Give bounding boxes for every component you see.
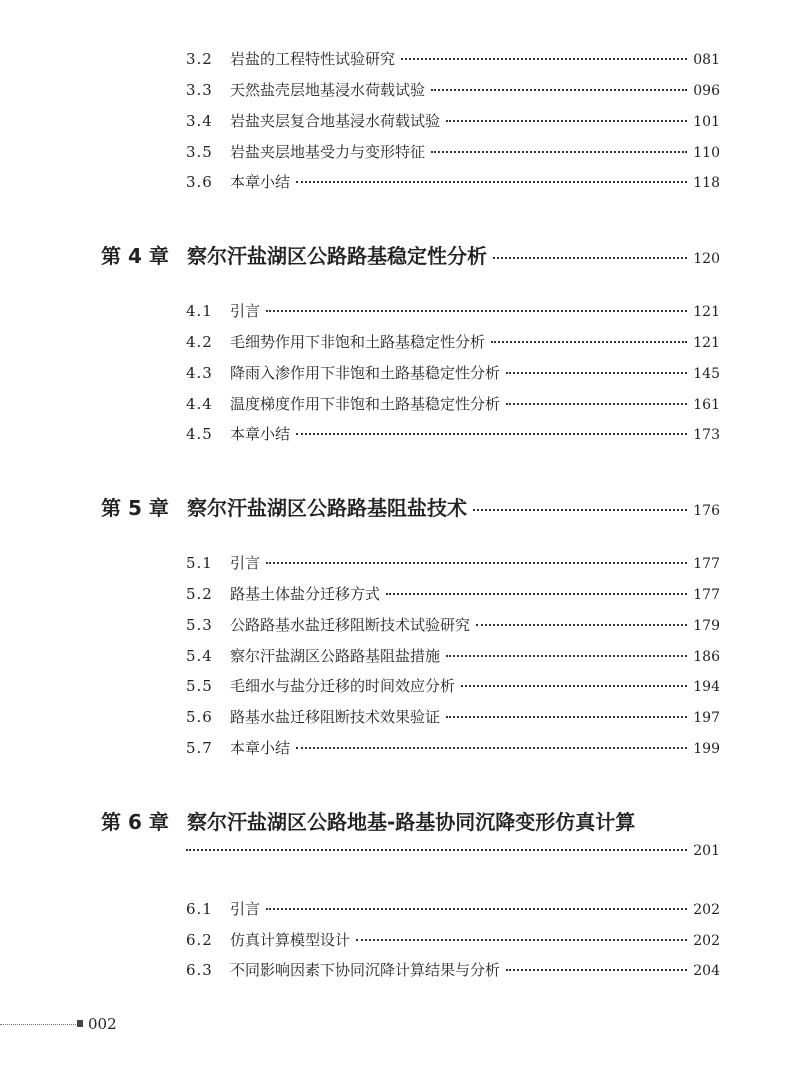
section-number: 3.4 [186, 112, 213, 130]
section-title: 降雨入渗作用下非饱和土路基稳定性分析 [230, 364, 501, 382]
section-number: 6.3 [186, 961, 213, 979]
section-title: 引言 [230, 302, 261, 320]
section-title: 温度梯度作用下非饱和土路基稳定性分析 [230, 395, 501, 413]
toc-entry-4-2[interactable] [186, 330, 720, 354]
section-number: 5.7 [186, 739, 213, 757]
dot-leader [506, 403, 687, 405]
toc-entry-6-1[interactable] [186, 897, 720, 921]
section-title: 岩盐的工程特性试验研究 [230, 50, 396, 68]
section-title: 本章小结 [230, 173, 291, 191]
page-number: 173 [693, 427, 720, 443]
section-title: 察尔汗盐湖区公路路基阻盐措施 [230, 647, 441, 665]
toc-entry-4-3[interactable] [186, 361, 720, 385]
toc-entry-3-5[interactable] [186, 140, 720, 164]
section-number: 4.4 [186, 395, 213, 413]
chapter-number: 第 4 章 [101, 244, 169, 268]
page-number: 121 [693, 335, 720, 351]
dot-leader [446, 655, 687, 657]
section-title: 路基土体盐分迁移方式 [230, 585, 381, 603]
toc-chapter-4[interactable] [101, 240, 720, 272]
dot-leader [446, 120, 687, 122]
toc-entry-3-2[interactable] [186, 47, 720, 71]
toc-entry-3-6[interactable] [186, 170, 720, 194]
dot-leader [296, 747, 687, 749]
section-number: 4.3 [186, 364, 213, 382]
dot-leader [296, 181, 687, 183]
section-title: 引言 [230, 900, 261, 918]
dot-leader [491, 341, 687, 343]
toc-entry-3-4[interactable] [186, 109, 720, 133]
page-number: 202 [693, 902, 720, 918]
dot-leader [401, 58, 687, 60]
section-title: 毛细水与盐分迁移的时间效应分析 [230, 677, 456, 695]
dot-leader [493, 257, 687, 259]
toc-entry-4-5[interactable] [186, 422, 720, 446]
page-folio: 002 [88, 1015, 117, 1033]
section-number: 3.2 [186, 50, 213, 68]
section-title: 引言 [230, 554, 261, 572]
page-number: 177 [693, 556, 720, 572]
square-bullet-icon [77, 1020, 83, 1027]
page-number: 186 [693, 649, 720, 665]
toc-entry-3-3[interactable] [186, 78, 720, 102]
dot-leader [266, 562, 687, 564]
page-number: 204 [693, 963, 720, 979]
page-number: 081 [693, 52, 720, 68]
chapter-title: 察尔汗盐湖区公路路基稳定性分析 [187, 244, 487, 268]
page-number: 194 [693, 679, 720, 695]
section-number: 3.6 [186, 173, 213, 191]
page-number: 101 [693, 114, 720, 130]
dot-leader [506, 969, 687, 971]
page-number: 197 [693, 710, 720, 726]
section-number: 4.1 [186, 302, 213, 320]
dot-leader [506, 372, 687, 374]
toc-entry-4-4[interactable] [186, 392, 720, 416]
section-title: 本章小结 [230, 425, 291, 443]
toc-entry-5-7[interactable] [186, 736, 720, 760]
toc-entry-6-2[interactable] [186, 928, 720, 952]
dot-leader [266, 310, 687, 312]
section-number: 5.6 [186, 708, 213, 726]
dot-leader [386, 593, 687, 595]
dot-leader [431, 89, 687, 91]
dot-leader [431, 151, 687, 153]
toc-entry-5-2[interactable] [186, 582, 720, 606]
toc-entry-5-4[interactable] [186, 644, 720, 668]
toc-entry-4-1[interactable] [186, 299, 720, 323]
section-number: 6.2 [186, 931, 213, 949]
section-title: 岩盐夹层复合地基浸水荷载试验 [230, 112, 441, 130]
section-number: 5.5 [186, 677, 213, 695]
page-number: 110 [693, 145, 720, 161]
page-number: 161 [693, 397, 720, 413]
dot-leader [446, 716, 687, 718]
section-title: 仿真计算模型设计 [230, 931, 351, 949]
section-title: 毛细势作用下非饱和土路基稳定性分析 [230, 333, 486, 351]
section-title: 岩盐夹层地基受力与变形特征 [230, 143, 426, 161]
footer-rule [0, 1024, 80, 1025]
toc-entry-5-1[interactable] [186, 551, 720, 575]
toc-chapter-6[interactable] [101, 806, 720, 838]
page-number: 121 [693, 304, 720, 320]
toc-entry-5-3[interactable] [186, 613, 720, 637]
section-title: 不同影响因素下协同沉降计算结果与分析 [230, 961, 501, 979]
dot-leader [186, 849, 687, 851]
page-number: 145 [693, 366, 720, 382]
page-number: 096 [693, 83, 720, 99]
section-title: 本章小结 [230, 739, 291, 757]
page-number: 202 [693, 933, 720, 949]
section-number: 5.3 [186, 616, 213, 634]
section-number: 5.2 [186, 585, 213, 603]
section-number: 6.1 [186, 900, 213, 918]
page-number: 201 [693, 843, 720, 859]
toc-entry-5-6[interactable] [186, 705, 720, 729]
section-number: 5.1 [186, 554, 213, 572]
dot-leader [266, 908, 687, 910]
page-number: 176 [693, 503, 720, 519]
page-number: 177 [693, 587, 720, 603]
chapter-number: 第 6 章 [101, 810, 169, 834]
dot-leader [296, 433, 687, 435]
section-number: 5.4 [186, 647, 213, 665]
toc-chapter-5[interactable] [101, 492, 720, 524]
section-number: 4.5 [186, 425, 213, 443]
chapter-number: 第 5 章 [101, 496, 169, 520]
section-title: 天然盐壳层地基浸水荷载试验 [230, 81, 426, 99]
section-number: 3.3 [186, 81, 213, 99]
chapter-title: 察尔汗盐湖区公路地基-路基协同沉降变形仿真计算 [187, 810, 636, 834]
section-number: 4.2 [186, 333, 213, 351]
chapter-title: 察尔汗盐湖区公路路基阻盐技术 [187, 496, 467, 520]
page-number: 118 [693, 175, 720, 191]
dot-leader [476, 624, 687, 626]
section-number: 3.5 [186, 143, 213, 161]
toc-entry-5-5[interactable] [186, 674, 720, 698]
page-number: 199 [693, 741, 720, 757]
toc-chapter-6-continuation[interactable] [186, 843, 720, 867]
toc-entry-6-3[interactable] [186, 958, 720, 982]
dot-leader [356, 939, 687, 941]
dot-leader [461, 685, 687, 687]
page-number: 120 [693, 251, 720, 267]
section-title: 公路路基水盐迁移阻断技术试验研究 [230, 616, 471, 634]
dot-leader [473, 509, 687, 511]
page-number: 179 [693, 618, 720, 634]
section-title: 路基水盐迁移阻断技术效果验证 [230, 708, 441, 726]
